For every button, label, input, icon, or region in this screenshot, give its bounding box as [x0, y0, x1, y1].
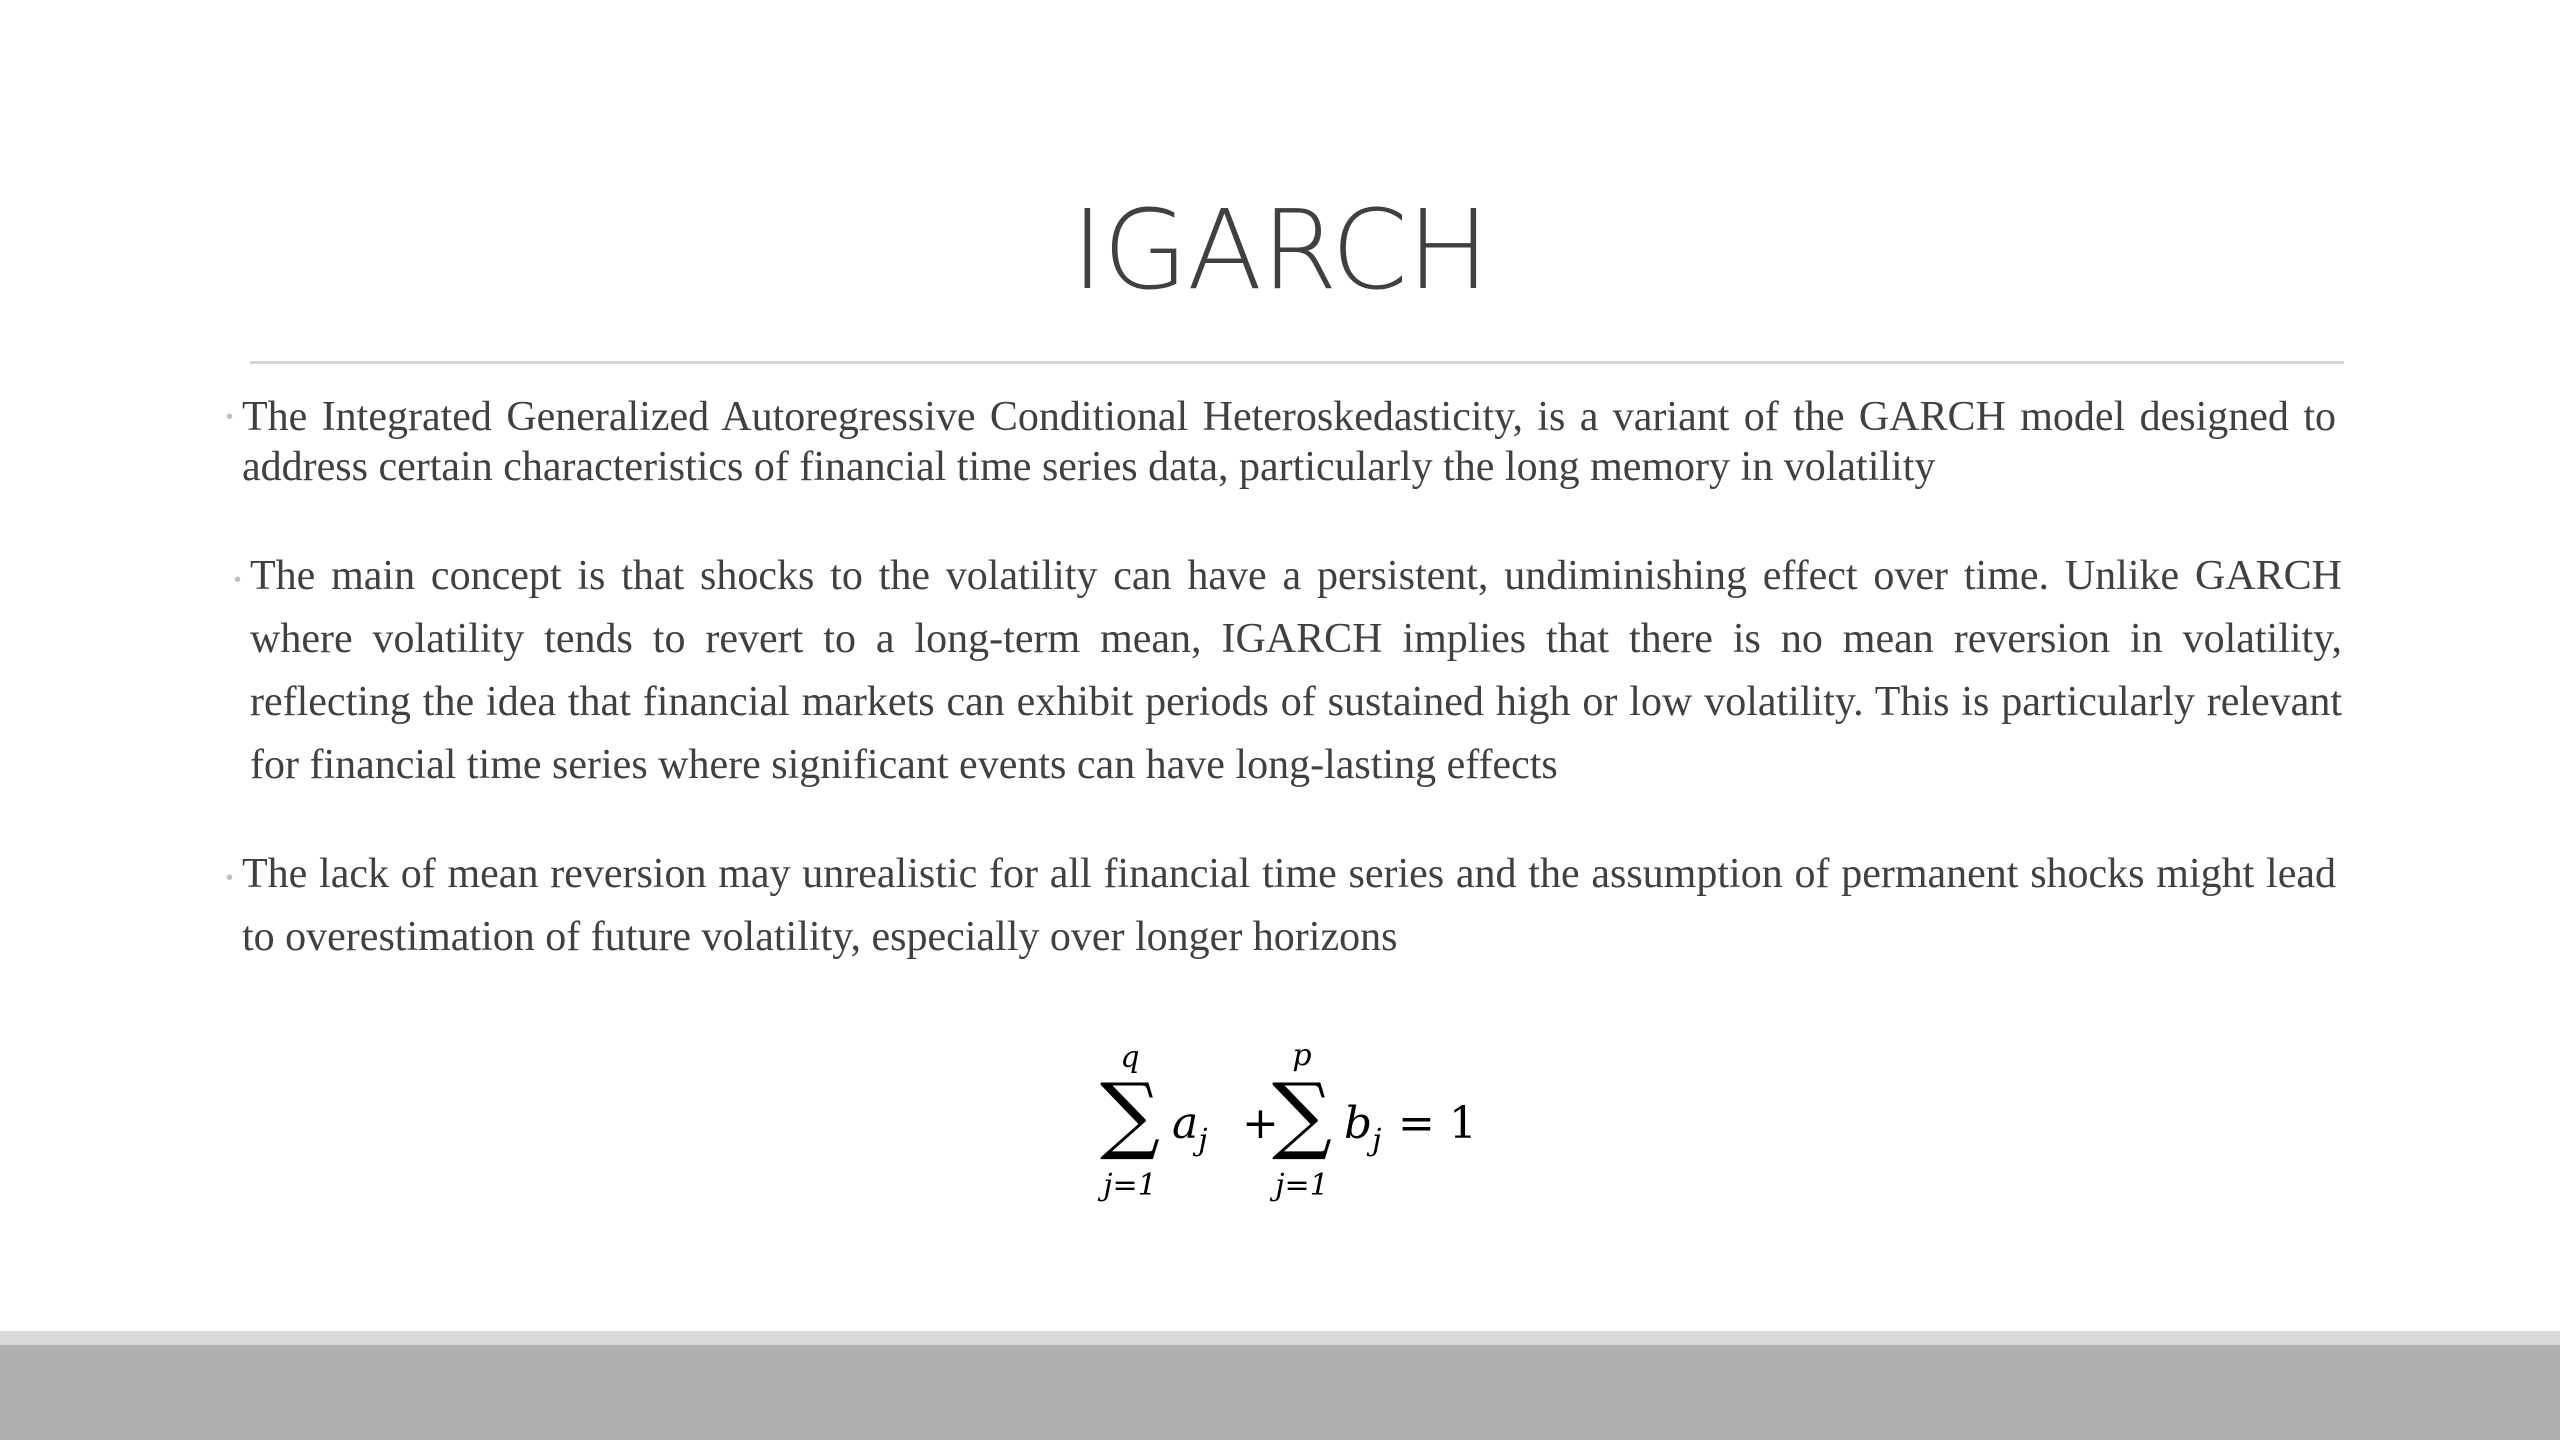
plus-sign: +	[1242, 1098, 1279, 1149]
sum2-upper-limit: p	[1292, 1038, 1312, 1073]
bullet-text-3: The lack of mean reversion may unrealistic for all financial time series and the assumption of permanent shocks might lead to overestimation of future volatility, especially over longer horizons	[242, 851, 2336, 960]
bullet-item-1	[226, 392, 2336, 492]
sum1-upper-limit: q	[1120, 1040, 1140, 1075]
igarch-formula	[1080, 1035, 1500, 1215]
sum1-lower-limit: j=1	[1103, 1168, 1157, 1203]
bullet-item-3	[226, 843, 2336, 969]
bullet-marker: •	[226, 406, 234, 428]
footer-bar	[0, 1345, 2560, 1440]
slide-title: IGARCH	[1071, 186, 1489, 314]
equals-one: = 1	[1398, 1098, 1477, 1149]
bullet-text-1: The Integrated Generalized Autoregressive Conditional Heteroskedasticity, is a variant of the GARCH model designed to address certain characteristics of financial time series data, particularly the long memory in volatility	[242, 394, 2336, 490]
sum1-sigma-symbol: ∑	[1100, 1065, 1160, 1163]
sum2-term: $b_j$	[1344, 1098, 1382, 1158]
sum1-term: $a_j$	[1172, 1098, 1208, 1158]
bullet-text-2: The main concept is that shocks to the volatility can have a persistent, undiminishing effect over time. Unlike GARCH where volatility tends to revert to a long-term mean, IGARCH implies that there is no mean reversion in volatility, reflecting the idea that financial markets can exhibit periods of sustained high or low volatility. This is particularly relevant for financial time series where significant events can have long-lasting effects	[250, 553, 2342, 788]
title-divider	[250, 361, 2344, 364]
bullet-item-2	[234, 545, 2342, 797]
sum2-lower-limit: j=1	[1275, 1168, 1329, 1203]
bullet-marker: •	[234, 569, 242, 591]
sum2-sigma-symbol: ∑	[1272, 1065, 1332, 1163]
footer-stripe	[0, 1331, 2560, 1345]
bullet-marker: •	[226, 867, 234, 889]
